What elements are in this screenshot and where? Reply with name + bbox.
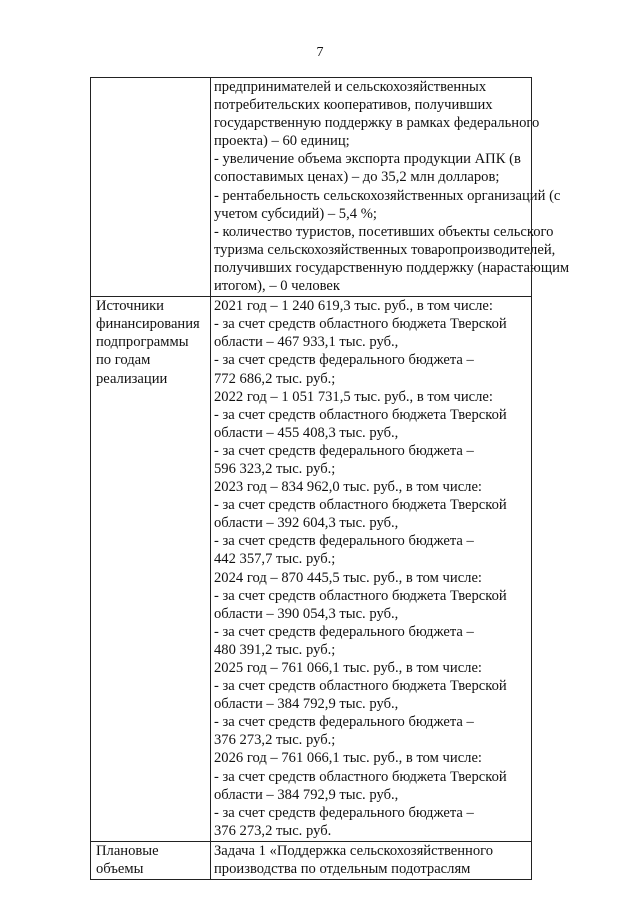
content-line: 376 273,2 тыс. руб. bbox=[214, 822, 332, 839]
row-content-cell bbox=[211, 78, 570, 297]
content-line: - рентабельность сельскохозяйственных организаций (с bbox=[214, 187, 561, 204]
content-line: - увеличение объема экспорта продукции АПК (в bbox=[214, 151, 521, 168]
content-line: итогом), – 0 человек bbox=[214, 278, 340, 295]
content-line: - за счет средств федерального бюджета – bbox=[214, 714, 474, 731]
page-number: 7 bbox=[316, 45, 324, 60]
content-line: - за счет средств областного бюджета Тверской bbox=[214, 406, 507, 423]
content-line: 2024 год – 870 445,5 тыс. руб., в том числе: bbox=[214, 569, 482, 586]
content-line: 2023 год – 834 962,0 тыс. руб., в том числе: bbox=[214, 479, 482, 496]
content-line: - за счет средств федерального бюджета – bbox=[214, 442, 474, 459]
content-line: государственную поддержку в рамках федерального bbox=[214, 115, 540, 132]
content-line: производства по отдельным подотраслям bbox=[214, 861, 471, 878]
content-line: 772 686,2 тыс. руб.; bbox=[214, 370, 336, 387]
row-label-cell bbox=[91, 841, 211, 879]
label-line: Источники bbox=[96, 298, 164, 315]
content-line: 2021 год – 1 240 619,3 тыс. руб., в том числе: bbox=[214, 298, 493, 315]
content-line: - за счет средств федерального бюджета – bbox=[214, 623, 474, 640]
content-line: проекта) – 60 единиц; bbox=[214, 133, 350, 150]
content-line: - за счет средств областного бюджета Тверской bbox=[214, 678, 507, 695]
content-line: - за счет средств федерального бюджета – bbox=[214, 533, 474, 550]
passport-table bbox=[90, 77, 570, 880]
content-line: области – 455 408,3 тыс. руб., bbox=[214, 424, 399, 441]
content-line: - за счет средств областного бюджета Тверской bbox=[214, 497, 507, 514]
label-line: подпрограммы bbox=[96, 334, 189, 351]
content-line: - за счет средств областного бюджета Тверской bbox=[214, 768, 507, 785]
content-line: 376 273,2 тыс. руб.; bbox=[214, 732, 336, 749]
content-line: области – 384 792,9 тыс. руб., bbox=[214, 696, 399, 713]
label-line: по годам bbox=[96, 352, 151, 369]
content-line: предпринимателей и сельскохозяйственных bbox=[214, 79, 487, 95]
label-line: Плановые bbox=[96, 842, 159, 859]
row-content-cell bbox=[211, 297, 532, 842]
content-line: сопоставимых ценах) – до 35,2 млн долларов; bbox=[214, 169, 500, 186]
content-line: - за счет средств федерального бюджета – bbox=[214, 804, 474, 821]
content-line: области – 392 604,3 тыс. руб., bbox=[214, 515, 399, 532]
table-row bbox=[91, 78, 532, 297]
content-line: 2022 год – 1 051 731,5 тыс. руб., в том числе: bbox=[214, 388, 493, 405]
content-line: Задача 1 «Поддержка сельскохозяйственного bbox=[214, 842, 494, 859]
content-line: - за счет средств федерального бюджета – bbox=[214, 352, 474, 369]
table-body bbox=[91, 78, 570, 880]
row-label-cell bbox=[91, 78, 211, 297]
row-content-cell bbox=[211, 841, 532, 879]
content-line: туризма сельскохозяйственных товаропроизводителей, bbox=[214, 241, 556, 258]
content-line: потребительских кооперативов, получивших bbox=[214, 97, 493, 114]
table-row bbox=[91, 841, 532, 879]
content-line: 596 323,2 тыс. руб.; bbox=[214, 460, 336, 477]
content-line: получивших государственную поддержку (нарастающим bbox=[214, 259, 570, 276]
content-line: - за счет средств областного бюджета Тверской bbox=[214, 316, 507, 333]
label-line: реализации bbox=[96, 370, 168, 387]
row-label-cell bbox=[91, 297, 211, 842]
content-line: области – 384 792,9 тыс. руб., bbox=[214, 786, 399, 803]
content-line: 442 357,7 тыс. руб.; bbox=[214, 551, 336, 568]
content-line: - за счет средств областного бюджета Тверской bbox=[214, 587, 507, 604]
content-line: 2025 год – 761 066,1 тыс. руб., в том числе: bbox=[214, 660, 482, 676]
table-row bbox=[91, 297, 532, 842]
content-line: 2026 год – 761 066,1 тыс. руб., в том числе: bbox=[214, 750, 482, 767]
content-line: области – 467 933,1 тыс. руб., bbox=[214, 334, 399, 351]
label-line: финансирования bbox=[96, 316, 200, 333]
content-line: 480 391,2 тыс. руб.; bbox=[214, 641, 336, 658]
content-line: - количество туристов, посетивших объекты сельского bbox=[214, 223, 554, 240]
content-line: учетом субсидий) – 5,4 %; bbox=[214, 205, 377, 222]
content-line: области – 390 054,3 тыс. руб., bbox=[214, 605, 399, 622]
label-line: объемы bbox=[96, 861, 144, 878]
